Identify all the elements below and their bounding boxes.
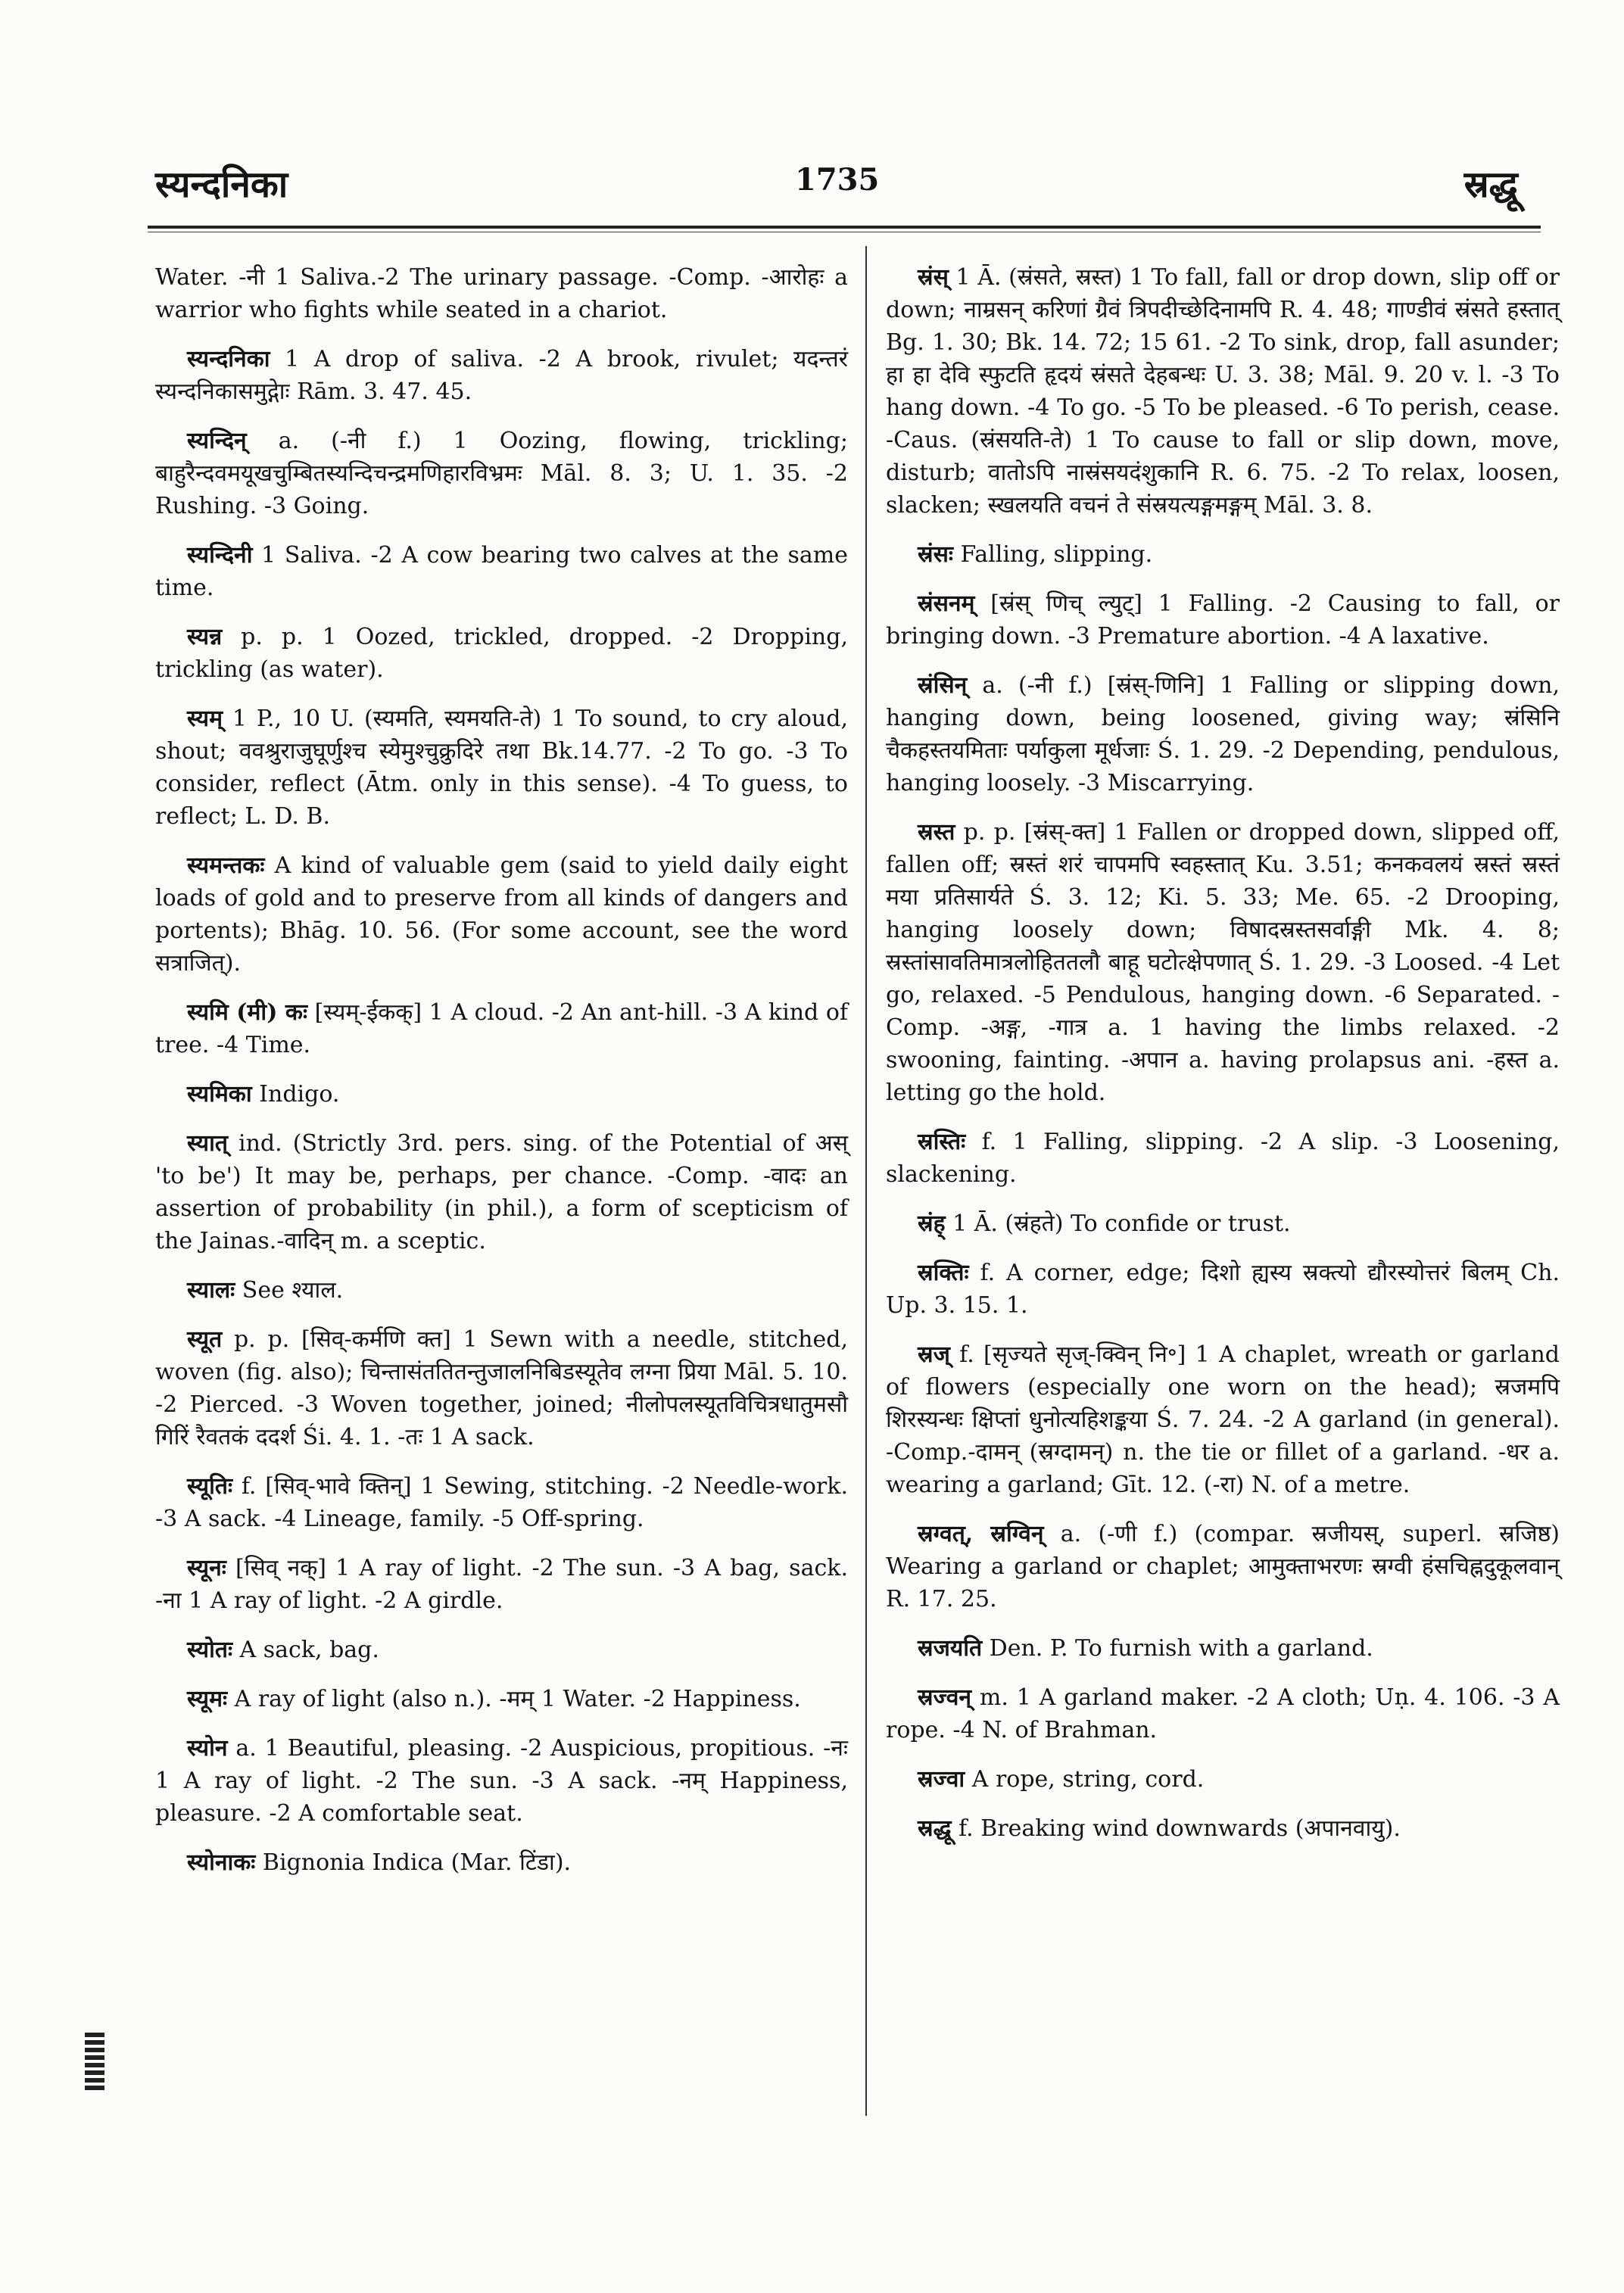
entry-definition: 1 A drop of saliva. -2 A brook, rivulet; यदन्तरं स्यन्दनिकासमुद्गेाः Rām. 3. 47. 45. (155, 346, 848, 405)
page-header (0, 0, 1624, 242)
entry-definition: p. p. 1 Oozed, trickled, dropped. -2 Dropping, trickling (as water). (155, 624, 848, 683)
dictionary-entry (155, 1683, 848, 1715)
entry-definition: p. p. [स्रंस्-क्त] 1 Fallen or dropped down, slipped off, fallen off; स्रस्तं शरं चापमपि स्वहस्तात् Ku. 3.51; कनकवलयं स्रस्तं स्रस्तं मया प्रतिसार्यते Ś. 3. 12; Ki. 5. 33; Me. 65. -2 Drooping, hanging loosely down; विषादस्रस्तसर्वाङ्गी Mk. 4. 8; स्रस्तांसावतिमात्रलोहिततलौ बाहू घटोत्क्षेपणात् Ś. 1. 29. -3 Loosed. -4 Let go, relaxed. -5 Pendulous, hanging down. -6 Separated. -Comp. -अङ्ग, -गात्र a. 1 having the limbs relaxed. -2 swooning, fainting. -अपान a. having prolapsus ani. -हस्त a. letting go the hold. (886, 819, 1560, 1106)
dictionary-entry (886, 1632, 1560, 1665)
entry-definition: Indigo. (259, 1081, 340, 1108)
dictionary-entry (155, 1323, 848, 1453)
running-head-last-word: स्रद्धू (1463, 164, 1518, 206)
dictionary-entry (886, 538, 1560, 571)
dictionary-entry (155, 539, 848, 604)
dictionary-entry (886, 261, 1560, 522)
entry-definition: f. A corner, edge; दिशो ह्यस्य स्रक्त्यो द्यौरस्योत्तरं बिलम् Ch. Up. 3. 15. 1. (886, 1260, 1560, 1319)
dictionary-entry (155, 425, 848, 522)
page-number: 1735 (795, 162, 880, 198)
entry-definition: f. [सृज्यते सृज्-क्विन् नि॰] 1 A chaplet, wreath or garland of flowers (especially one worn on the head); स्रजमपि शिरस्यन्धः क्षिप्तां धुनोत्यहिशङ्कया Ś. 7. 24. -2 A garland (in general). -Comp.-दामन् (स्रग्दामन्) n. the tie or fillet of a garland. -धर a. wearing a garland; Gīt. 12. (-रा) N. of a metre. (886, 1341, 1560, 1498)
entry-headword: स्रद्धू (918, 1815, 952, 1842)
dictionary-entry (886, 1812, 1560, 1845)
entry-headword: स्रंस् (918, 264, 949, 291)
dictionary-entry (886, 816, 1560, 1109)
dictionary-entry (155, 1846, 848, 1879)
entry-definition: p. p. [सिव्-कर्मणि क्त] 1 Sewn with a needle, stitched, woven (fig. also); चिन्तासंततितन्तुजालनिबिडस्यूतेव लग्ना प्रिया Māl. 5. 10. -2 Pierced. -3 Woven together, joined; नीलोपलस्यूतविचित्रधातुमसौ गिरिं रैवतकं ददर्श Śi. 4. 1. -तः 1 A sack. (155, 1326, 848, 1450)
entry-definition: a. (-णी f.) (compar. स्रजीयस्, superl. स्रजिष्ठ) Wearing a garland or chaplet; आमुक्ताभरणः स्रग्वी हंसचिह्नदुकूलवान् R. 17. 25. (886, 1521, 1560, 1612)
dictionary-entry (886, 1207, 1560, 1240)
dictionary-entry (155, 1470, 848, 1535)
entry-headword: स्रक्तिः (918, 1260, 969, 1286)
entry-headword: स्रजयति (918, 1635, 983, 1662)
entry-definition: A ray of light (also n.). -मम् 1 Water. -2 Happiness. (234, 1686, 801, 1712)
entry-definition: [सिव् नक्] 1 A ray of light. -2 The sun. -3 A bag, sack. -ना 1 A ray of light. -2 A girdle. (155, 1555, 848, 1614)
dictionary-entry (886, 669, 1560, 799)
entry-headword: स्रज् (918, 1341, 950, 1368)
dictionary-entry (886, 1338, 1560, 1501)
dictionary-entry (155, 621, 848, 686)
entry-headword: स्रस्तिः (918, 1129, 966, 1155)
entry-definition: Bignonia Indica (Mar. टिंडा). (262, 1849, 572, 1876)
left-column (155, 261, 848, 1896)
entry-definition: a. (-नी f.) 1 Oozing, flowing, trickling; बाहुरैन्दवमयूखचुम्बितस्यन्दिचन्द्रमणिहारविभ्रमः Māl. 8. 3; U. 1. 35. -2 Rushing. -3 Going. (155, 428, 848, 519)
entry-headword: स्यन्दिनी (187, 542, 253, 569)
entry-definition: A sack, bag. (239, 1637, 379, 1663)
dictionary-entry (886, 1681, 1560, 1746)
dictionary-entry (155, 996, 848, 1061)
entry-headword: स्योनाकः (187, 1849, 256, 1876)
dictionary-entry (886, 1763, 1560, 1796)
dictionary-entry (155, 1127, 848, 1257)
entry-definition: Water. -नी 1 Saliva.-2 The urinary passage. -Comp. -आरोहः a warrior who fights while seated in a chariot. (155, 264, 848, 323)
entry-headword: स्रंसः (918, 541, 953, 568)
dictionary-entry (155, 1732, 848, 1830)
header-rule (148, 226, 1541, 229)
dictionary-entry (155, 343, 848, 408)
entry-headword: स्यालः (187, 1277, 235, 1304)
entry-definition: f. 1 Falling, slipping. -2 A slip. -3 Loosening, slackening. (886, 1129, 1560, 1188)
entry-headword: स्यूतिः (187, 1473, 232, 1500)
entry-headword: स्योन (187, 1735, 228, 1762)
entry-definition: 1 P., 10 U. (स्यमति, स्यमयति-ते) 1 To sound, to cry aloud, shout; ववश्रुराजुघूर्णुश्च स्येमुश्चुक्रुदिरे तथा Bk.14.77. -2 To go. -3 To consider, reflect (Ātm. only in this sense). -4 To guess, to reflect; L. D. B. (155, 706, 848, 830)
dictionary-entry (155, 1634, 848, 1666)
dictionary-entry (155, 1078, 848, 1111)
dictionary-entry (155, 703, 848, 833)
entry-definition: Den. P. To furnish with a garland. (989, 1635, 1373, 1662)
entry-definition: [स्यम्-ईकक्] 1 A cloud. -2 An ant-hill. -3 A kind of tree. -4 Time. (155, 999, 849, 1058)
entry-headword: स्रंह् (918, 1210, 946, 1237)
entry-headword: स्यूत (187, 1326, 223, 1353)
entry-headword: स्रज्वन् (918, 1684, 972, 1711)
margin-mark (85, 2033, 104, 2093)
entry-headword: स्यमि (मी) कः (187, 999, 308, 1026)
entry-definition: 1 Saliva. -2 A cow bearing two calves at the same time. (155, 542, 848, 601)
entry-headword: स्यन्दिन् (187, 428, 247, 454)
entry-headword: स्यूनः (187, 1555, 226, 1581)
entry-definition: See श्याल. (242, 1277, 344, 1304)
entry-definition: [स्रंस् णिच् ल्युट्] 1 Falling. -2 Causing to fall, or bringing down. -3 Premature abortion. -4 A laxative. (886, 590, 1560, 650)
entry-headword: स्यमन्तकः (187, 852, 265, 879)
entry-headword: स्रस्त (918, 819, 955, 846)
dictionary-entry (155, 261, 848, 326)
entry-headword: स्रंसनम् (918, 590, 975, 617)
dictionary-entry (886, 587, 1560, 653)
dictionary-entry (886, 1257, 1560, 1322)
entry-headword: स्रग्वत्, स्रग्विन् (918, 1521, 1044, 1547)
dictionary-entry (886, 1518, 1560, 1615)
entry-headword: स्रंसिन् (918, 672, 968, 699)
running-head-first-word: स्यन्दनिका (155, 164, 288, 206)
entry-headword: स्योतः (187, 1637, 232, 1663)
entry-headword: स्रज्वा (918, 1766, 965, 1793)
entry-definition: ind. (Strictly 3rd. pers. sing. of the Potential of अस् 'to be') It may be, perhaps, per chance. -Comp. -वादः an assertion of probability (in phil.), a form of scepticism of the Jainas.-वादिन् m. a sceptic. (155, 1130, 848, 1254)
dictionary-entry (886, 1126, 1560, 1191)
entry-headword: स्यूमः (187, 1686, 228, 1712)
right-column (886, 261, 1560, 1862)
entry-definition: Falling, slipping. (960, 541, 1153, 568)
entry-definition: A kind of valuable gem (said to yield daily eight loads of gold and to preserve from all kinds of dangers and portents); Bhāg. 10. 56. (For some account, see the word सत्राजित्). (155, 852, 848, 977)
entry-headword: स्यन्न (187, 624, 223, 650)
entry-definition: f. [सिव्-भावे क्तिन्] 1 Sewing, stitching. -2 Needle-work. -3 A sack. -4 Lineage, family. -5 Off-spring. (155, 1473, 848, 1532)
dictionary-entry (155, 849, 848, 980)
entry-definition: a. 1 Beautiful, pleasing. -2 Auspicious, propitious. -नः 1 A ray of light. -2 The sun. -3 A sack. -नम् Happiness, pleasure. -2 A comfortable seat. (155, 1735, 848, 1827)
entry-headword: स्यन्दनिका (187, 346, 270, 372)
entry-headword: स्यमिका (187, 1081, 252, 1108)
entry-definition: 1 Ā. (स्रंहते) To confide or trust. (952, 1210, 1291, 1237)
column-divider (865, 246, 867, 2116)
entry-definition: f. Breaking wind downwards (अपानवायु). (959, 1815, 1401, 1842)
dictionary-entry (155, 1274, 848, 1307)
entry-definition: 1 Ā. (स्रंसते, स्रस्त) 1 To fall, fall or drop down, slip off or down; नाम्रसन् करिणां ग्रैवं त्रिपदीच्छेदिनामपि R. 4. 48; गाण्डीवं स्रंसते हस्तात् Bg. 1. 30; Bk. 14. 72; 15 61. -2 To sink, drop, fall asunder; हा हा देवि स्फुटति हृदयं स्रंसते देहबन्धः U. 3. 38; Māl. 9. 20 v. l. -3 To hang down. -4 To go. -5 To be pleased. -6 To perish, cease. -Caus. (स्रंसयति-ते) 1 To cause to fall or slip down, move, disturb; वातोऽपि नास्रंसयदंशुकानि R. 6. 75. -2 To relax, loosen, slacken; स्खलयति वचनं ते संस्रयत्यङ्गमङ्गम् Māl. 3. 8. (886, 264, 1560, 519)
entry-headword: स्यम् (187, 706, 223, 732)
entry-definition: A rope, string, cord. (971, 1766, 1205, 1793)
entry-headword: स्यात् (187, 1130, 228, 1157)
entry-definition: a. (-नी f.) [स्रंस्-णिनि] 1 Falling or slipping down, hanging down, being loosened, giving way; स्रंसिनि चैकहस्तयमिताः पर्याकुला मूर्धजाः Ś. 1. 29. -2 Depending, pendulous, hanging loosely. -3 Miscarrying. (886, 672, 1560, 796)
dictionary-entry (155, 1552, 848, 1617)
entry-definition: m. 1 A garland maker. -2 A cloth; Uṇ. 4. 106. -3 A rope. -4 N. of Brahman. (886, 1684, 1560, 1743)
